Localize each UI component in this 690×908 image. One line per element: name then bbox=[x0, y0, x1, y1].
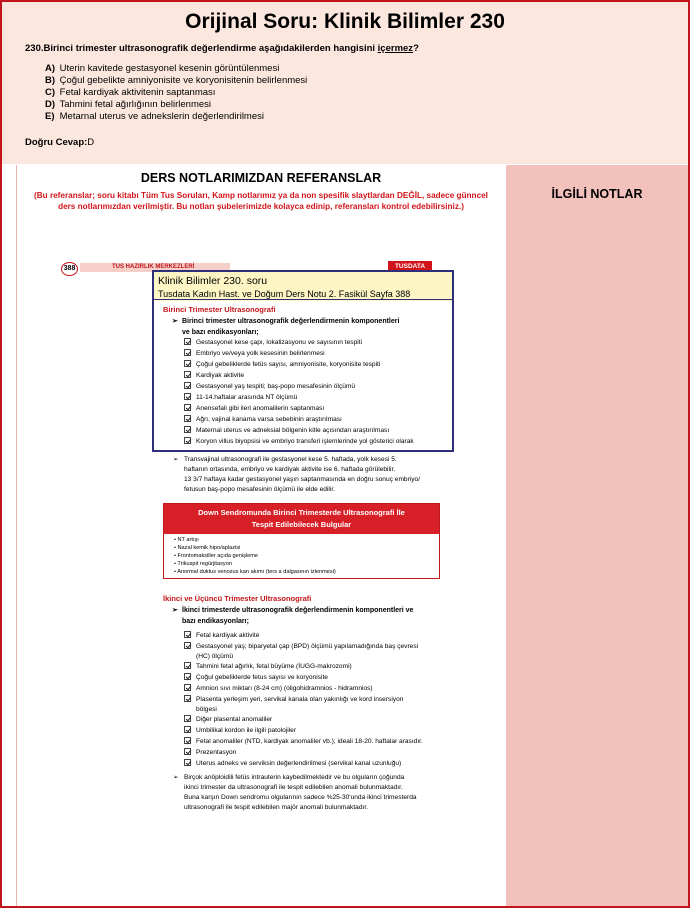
option-a: A) Uterin kavitede gestasyonel kesenin görüntülenmesi bbox=[45, 63, 280, 74]
paragraph-1: ➢ Transvajinal ultrasonografi ile gestasyonel kese 5. haftada, yolk kesesi 5. haftanın ortasında, embriyo ve kardiyak aktivite ise 6. haftada görülebilir. 13 3/7 haftaya kadar gestasyonel yaşın saptanmasında en doğru sonuç embriyo/ fetusun baş-popo mesafesinin ölçümü ile elde edilir. bbox=[173, 456, 421, 493]
callout-line1: Klinik Bilimler 230. soru bbox=[158, 275, 268, 287]
list-item: Fetal anomaliler (NTD, kardiyak anomaliler vb.); ideali 18-20. haftalar arasıdır. bbox=[184, 737, 423, 746]
list-item: Çoğul gebeliklerde fetüs sayısı, amniyonisite, koryonisite tespiti bbox=[184, 360, 380, 369]
list-item: Embriyo ve/veya yolk kesesinin belirlenmesi bbox=[184, 349, 325, 358]
down-syndrome-box bbox=[163, 503, 440, 579]
reference-title: DERS NOTLARIMIZDAN REFERANSLAR bbox=[140, 171, 382, 185]
list-item: Diğer plasental anomaliler bbox=[184, 715, 272, 724]
book-header: TUS HAZIRLIK MERKEZLERİ bbox=[112, 264, 195, 270]
list-item: Plasenta yerleşim yeri, servikal kanala olan yakınlığı ve kord insersiyon bbox=[184, 695, 403, 704]
down-box-title: Down Sendromunda Birinci Trimesterde Ultrasonografi İle Tespit Edilebilecek Bulgular bbox=[164, 504, 439, 534]
book-logo: TUSDATA bbox=[388, 261, 432, 272]
down-item: • Nazal kemik hipo/aplazisi bbox=[174, 545, 241, 551]
list-item: Tahmini fetal ağırlık, fetal büyüme (İUGG-makrozomi) bbox=[184, 662, 352, 671]
down-item: • Trikuspit regürjitasyon bbox=[174, 561, 232, 567]
list-item: Gestasyonel kese çapı, lokalizasyonu ve sayısının tespiti bbox=[184, 338, 362, 347]
down-item: • NT artışı bbox=[174, 537, 199, 543]
related-notes-title: İLGİLİ NOTLAR bbox=[551, 187, 643, 201]
list-item-cont: bölgesi bbox=[196, 706, 217, 713]
list-item-cont: (HC) ölçümü bbox=[196, 653, 234, 660]
question-negation: içermez bbox=[377, 43, 414, 54]
related-notes-column bbox=[506, 165, 688, 906]
question-text: 230.Birinci trimester ultrasonografik değerlendirme aşağıdakilerden hangisini içermez? bbox=[25, 43, 419, 54]
list-item: Koryon villus biyopsisi ve embriyo transferi işlemlerinde yol gösterici olarak bbox=[184, 437, 414, 446]
down-item: • Anormal duktus venozus kan akımı (ters a dalgasının izlenmesi) bbox=[174, 569, 336, 575]
reference-note: (Bu referanslar; soru kitabı Tüm Tus Soruları, Kamp notlarımız ya da non spesifik slaytlardan DEĞİL, sadece günncel ders notlarımızdan verilmiştir. Bu notları şubelerimizde kolayca edinip, referansları kontrol edebilirsiniz.) bbox=[34, 191, 488, 212]
list-item: Anensefali gibi ileri anomalilerin saptanması bbox=[184, 404, 324, 413]
list-item: Gestasyonel yaş tespiti; baş-popo mesafesinin ölçümü bbox=[184, 382, 355, 391]
down-item: • Frontomaksiller açıda genişleme bbox=[174, 553, 259, 559]
list-item: Maternal uterus ve adneksial bölgenin kitle açısından araştırılması bbox=[184, 426, 389, 435]
option-d: D) Tahmini fetal ağırlığının belirlenmesi bbox=[45, 99, 212, 110]
callout-line2: Tusdata Kadın Hast. ve Doğum Ders Notu 2. Fasikül Sayfa 388 bbox=[158, 289, 411, 299]
source-callout bbox=[152, 270, 454, 301]
list-item: Uterus adneks ve serviksin değerlendirilmesi (servikal kanal uzunluğu) bbox=[184, 759, 401, 768]
paragraph-2: ➢ Birçok anöploidili fetüs intrauterin kaybedilmektedir ve bu olguların çoğunda ikinci trimester da ultrasonografi ile tespit edilebilen anomali bulunmaktadır. Buna karşın Down sendromu olgularının sadece %25-30'unda ikinci trimesterda ultrasonografi ile tespit edilebilen majör anomali bulunmaktadır. bbox=[173, 774, 417, 811]
list-item: Çoğul gebeliklerde fetus sayısı ve koryonisite bbox=[184, 673, 328, 682]
page-title: Orijinal Soru: Klinik Bilimler 230 bbox=[185, 10, 505, 33]
list-item: Gestasyonel yaş; biparyetal çap (BPD) ölçümü yapılamadığında baş çevresi bbox=[184, 642, 418, 651]
section2-title: İkinci ve Üçüncü Trimester Ultrasonografi bbox=[163, 594, 312, 603]
list-item: Umbilikal kordon ile ilgili patolojiler bbox=[184, 726, 296, 735]
option-e: E) Metarnal uterus ve adnekslerin değerlendirilmesi bbox=[45, 111, 264, 122]
section1-title: Birinci Trimester Ultrasonografi bbox=[163, 305, 276, 314]
list-item: 11-14.haftalar arasında NT ölçümü bbox=[184, 393, 297, 402]
list-item: Kardiyak aktivite bbox=[184, 371, 244, 380]
list-item: Amnion sıvı miktarı (8-24 cm) (oligohidramnios - hidramnios) bbox=[184, 684, 373, 693]
section1-heading: ➢ Birinci trimester ultrasonografik değerlendirmenin komponentleri ve bazı endikasyonları; bbox=[172, 318, 400, 336]
option-b: B) Çoğul gebelikte amniyonisite ve koryonisitenin belirlenmesi bbox=[45, 75, 308, 86]
book-page-number: 388 bbox=[61, 262, 78, 276]
section2-heading: ➢ İkinci trimesterde ultrasonografik değerlendirmenin komponentleri ve bazı endikasyonları; bbox=[172, 607, 414, 625]
answer-value: D bbox=[87, 137, 95, 148]
correct-answer: Doğru Cevap:D bbox=[25, 137, 95, 148]
list-item: Prezentasyon bbox=[184, 748, 236, 757]
list-item: Ağrı, vajinal kanama varsa sebebinin araştırılması bbox=[184, 415, 342, 424]
option-c: C) Fetal kardiyak aktivitenin saptanması bbox=[45, 87, 216, 98]
list-item: Fetal kardiyak aktivite bbox=[184, 631, 259, 640]
